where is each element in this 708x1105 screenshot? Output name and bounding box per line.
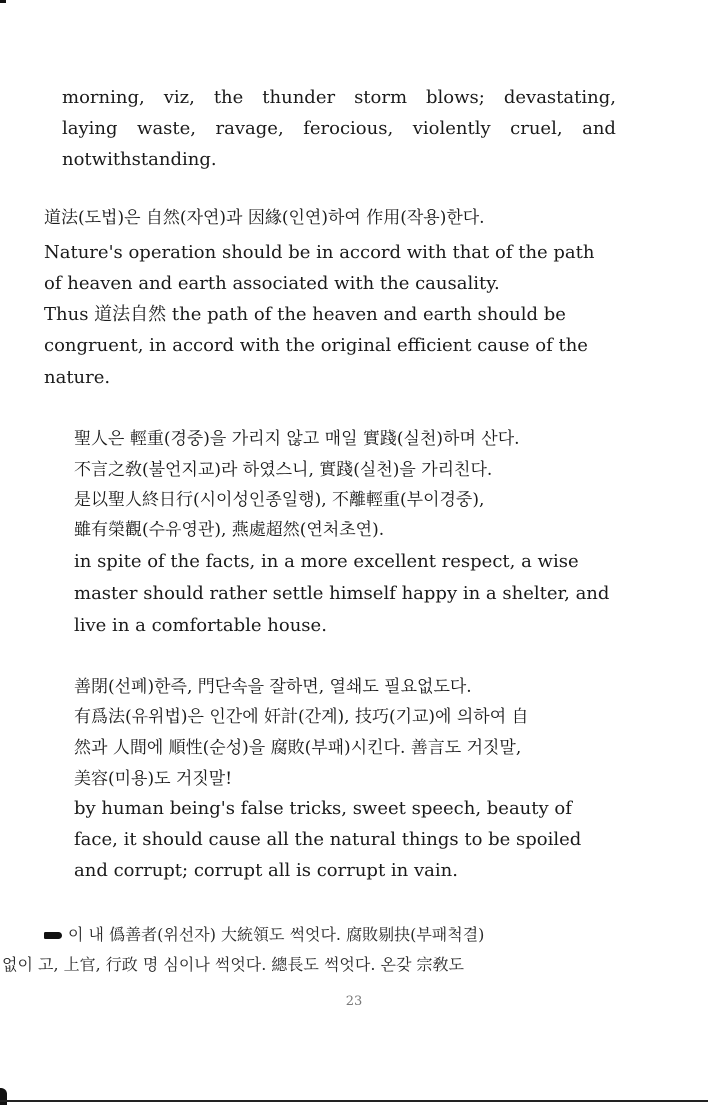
block4-line1: 善閉(선폐)한즉, 門단속을 잘하면, 열쇄도 필요없도다. <box>74 677 472 697</box>
block2-line4: Thus 道法自然 the path of the heaven and earth should be <box>44 304 566 325</box>
block1-line3: notwithstanding. <box>62 149 217 170</box>
word: cruel, <box>510 118 563 139</box>
block4-line6: face, it should cause all the natural things to be spoiled <box>74 829 582 850</box>
block3-line3: 是以聖人終日行(시이성인종일행), 不離輕重(부이경중), <box>74 490 485 510</box>
block4-line5: by human being's false tricks, sweet speech, beauty of <box>74 798 572 819</box>
word: ferocious, <box>303 118 394 139</box>
word: ravage, <box>215 118 284 139</box>
word: blows; <box>426 87 485 108</box>
block1-line1 <box>62 87 616 109</box>
word: viz, <box>163 87 195 108</box>
block3-line5: in spite of the facts, in a more excellent respect, a wise <box>74 551 579 572</box>
word: storm <box>354 87 408 108</box>
block2-line5: congruent, in accord with the original efficient cause of the <box>44 335 588 356</box>
block2-line6: nature. <box>44 367 111 388</box>
block4-line2: 有爲法(유위법)은 인간에 奸計(간계), 技巧(기교)에 의하여 自 <box>74 707 529 727</box>
word: morning, <box>62 87 145 108</box>
word: thunder <box>262 87 336 108</box>
block2-line2: Nature's operation should be in accord with that of the path <box>44 242 595 263</box>
block5-line1-text: 이 내 僞善者(위선자) 大統領도 썩엇다. 腐敗剔抉(부패척결) <box>68 925 485 944</box>
block3-line2: 不言之敎(불언지교)라 하였스니, 實踐(실천)을 가리친다. <box>74 460 493 480</box>
block5-line2: 없이 고, 上官, 行政 명 심이나 썩엇다. 總長도 썩엇다. 온갖 宗敎도 <box>2 955 464 974</box>
block3-line6: master should rather settle himself happy in a shelter, and <box>74 583 610 604</box>
block3-line1: 聖人은 輕重(경중)을 가리지 않고 매일 實踐(실천)하며 산다. <box>74 429 520 449</box>
block3-line4: 雖有榮觀(수유영관), 燕處超然(연처초연). <box>74 520 385 540</box>
block4-line3: 然과 人間에 順性(순성)을 腐敗(부패)시킨다. 善言도 거짓말, <box>74 738 522 758</box>
block3-line7: live in a comfortable house. <box>74 615 327 636</box>
scan-corner-mark <box>0 0 6 3</box>
word: devastating, <box>503 87 616 108</box>
block2-line1: 道法(도법)은 自然(자연)과 因緣(인연)하여 作用(작용)한다. <box>44 208 485 228</box>
word: waste, <box>137 118 197 139</box>
word: violently <box>412 118 491 139</box>
block2-line3: of heaven and earth associated with the causality. <box>44 273 500 294</box>
bottom-rule <box>0 1100 708 1102</box>
page-number: 23 <box>345 994 363 1009</box>
block5-line1 <box>44 924 484 946</box>
block4-line4: 美容(미용)도 거짓말! <box>74 769 233 789</box>
scan-bottom-mark <box>0 1088 7 1105</box>
word: laying <box>62 118 118 139</box>
word: and <box>582 118 616 139</box>
block1-line2 <box>62 118 616 140</box>
pointing-hand-icon <box>44 932 62 939</box>
word: the <box>213 87 244 108</box>
block4-line7: and corrupt; corrupt all is corrupt in vain. <box>74 860 458 881</box>
